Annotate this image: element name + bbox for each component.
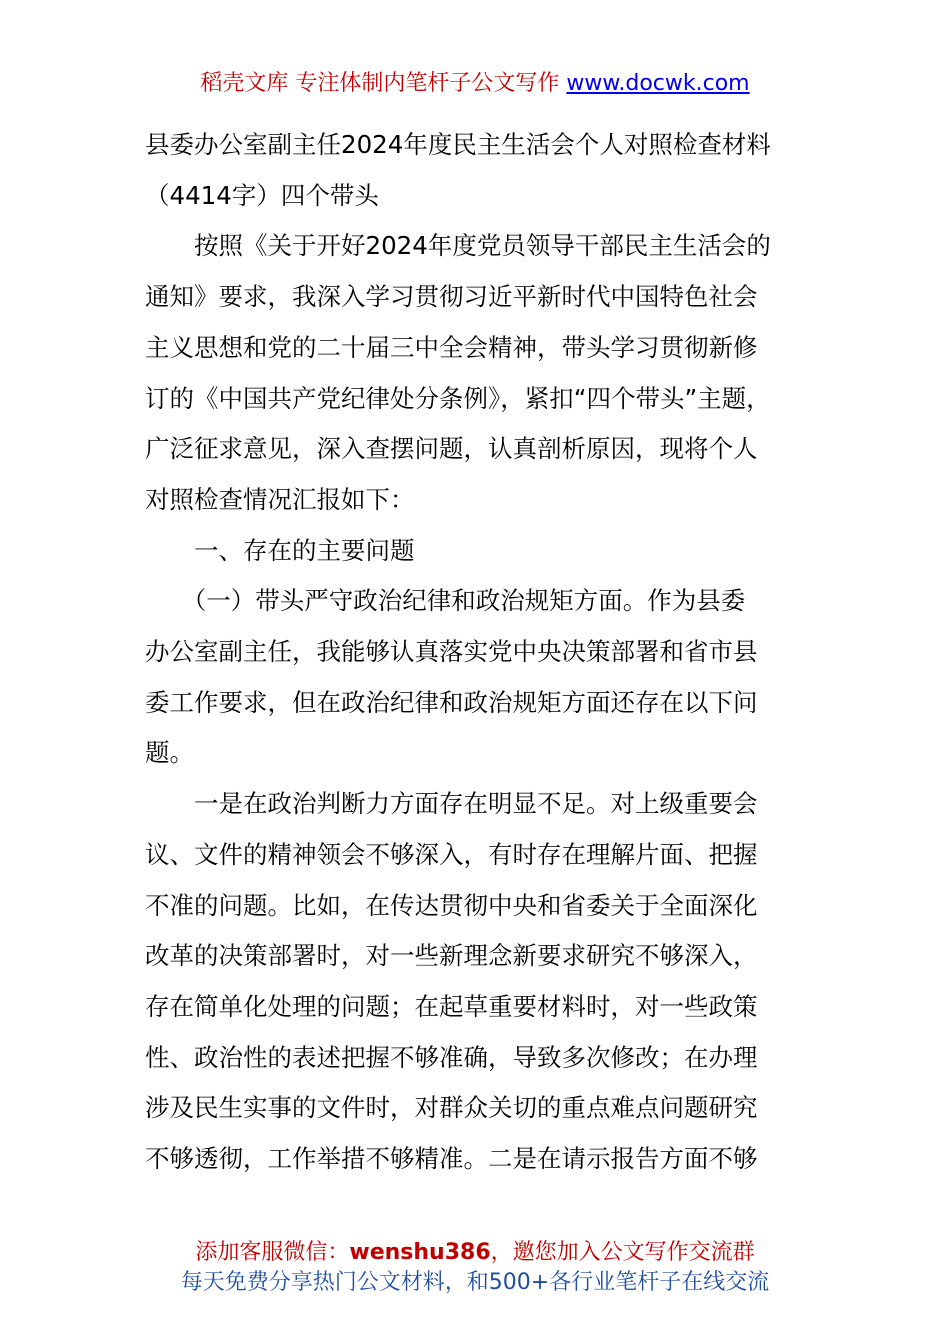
- body-line: 按照《关于开好2024年度党员领导干部民主生活会的: [145, 231, 771, 261]
- body-line: 涉及民生实事的文件时，对群众关切的重点难点问题研究: [145, 1093, 758, 1123]
- body-line: 对照检查情况汇报如下：: [145, 484, 415, 514]
- footer-line-1: [0, 1238, 950, 1268]
- brand-text: 稻壳文库 专注体制内笔杆子公文写作: [200, 71, 567, 96]
- body-line: 广泛征求意见，深入查摆问题，认真剖析原因，现将个人: [145, 434, 758, 464]
- body-line: 不准的问题。比如，在传达贯彻中央和省委关于全面深化: [145, 890, 758, 920]
- body-line: 议、文件的精神领会不够深入，有时存在理解片面、把握: [145, 839, 758, 869]
- site-link[interactable]: www.docwk.com: [566, 71, 750, 96]
- section-heading: 一、存在的主要问题: [145, 535, 415, 565]
- promo-footer: [0, 1238, 950, 1298]
- body-line: 主义思想和党的二十届三中全会精神，带头学习贯彻新修: [145, 332, 758, 362]
- footer-suffix: ，邀您加入公文写作交流群: [490, 1240, 755, 1265]
- wechat-id: wenshu386: [349, 1240, 491, 1265]
- body-line: 订的《中国共产党纪律处分条例》，紧扣“四个带头”主题，: [145, 383, 771, 413]
- body-line: 题。: [145, 738, 194, 768]
- body-line: 一是在政治判断力方面存在明显不足。对上级重要会: [145, 789, 758, 819]
- body-line: 不够透彻，工作举措不够精准。二是在请示报告方面不够: [145, 1144, 758, 1174]
- body-line: 改革的决策部署时，对一些新理念新要求研究不够深入，: [145, 941, 758, 971]
- body-line: 存在简单化处理的问题；在起草重要材料时，对一些政策: [145, 991, 758, 1021]
- body-line: 委工作要求，但在政治纪律和政治规矩方面还存在以下问: [145, 687, 758, 717]
- watermark-header: [0, 68, 950, 100]
- body-line: 通知》要求，我深入学习贯彻习近平新时代中国特色社会: [145, 282, 758, 312]
- document-body: [145, 120, 810, 1185]
- body-line: 办公室副主任，我能够认真落实党中央决策部署和省市县: [145, 637, 758, 667]
- body-line: 性、政治性的表述把握不够准确，导致多次修改；在办理: [145, 1042, 758, 1072]
- body-line: （一）带头严守政治纪律和政治规矩方面。作为县委: [145, 586, 746, 616]
- footer-line-2: 每天免费分享热门公文材料，和500+各行业笔杆子在线交流: [180, 1270, 770, 1295]
- footer-prefix: 添加客服微信：: [195, 1240, 350, 1265]
- doc-title-line-1: 县委办公室副主任2024年度民主生活会个人对照检查材料: [145, 130, 771, 159]
- doc-title-line-2: （4414字）四个带头: [145, 180, 379, 210]
